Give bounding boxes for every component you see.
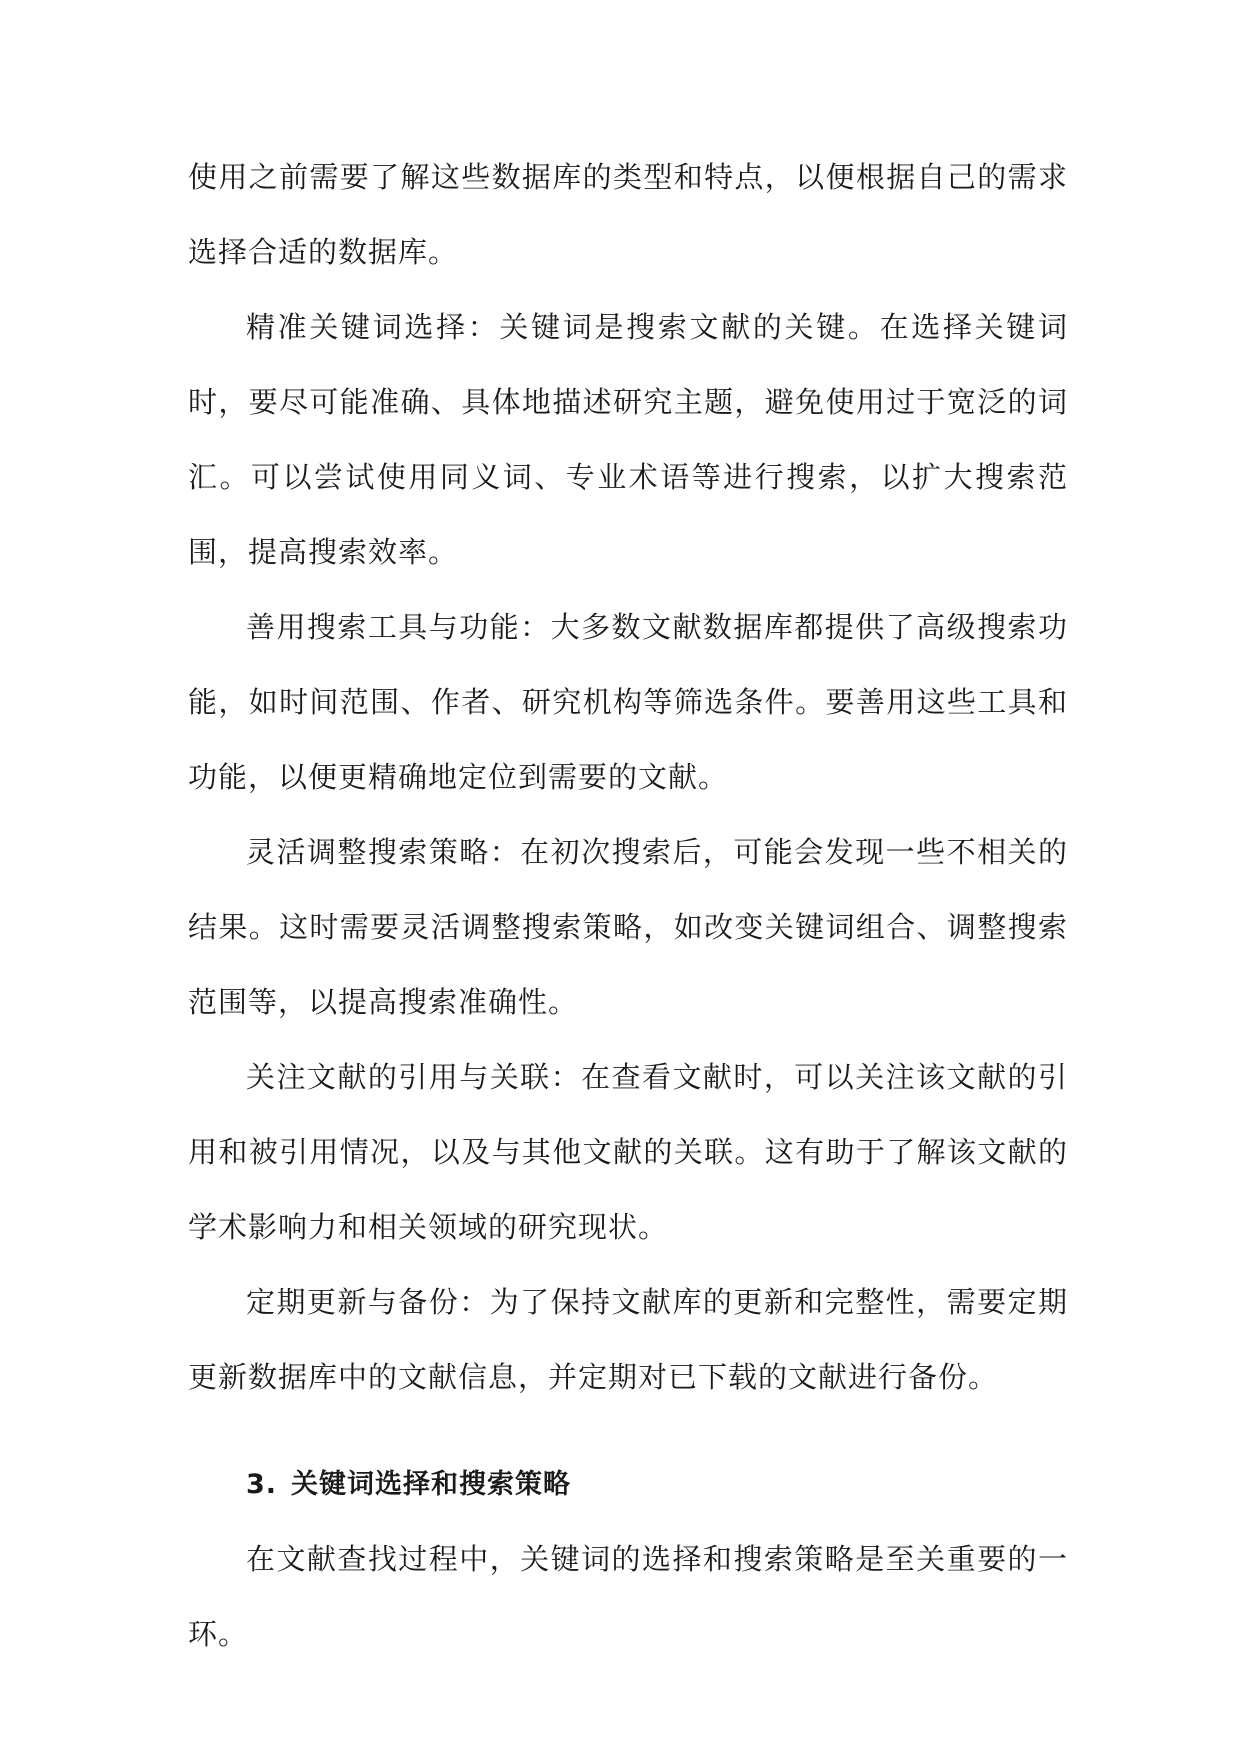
document-page [188, 140, 1068, 1672]
section-title: 关键词选择和搜索策略 [291, 1469, 572, 1500]
paragraph-adjust-strategy: 灵活调整搜索策略：在初次搜索后，可能会发现一些不相关的结果。这时需要灵活调整搜索策略，如改变关键词组合、调整搜索范围等，以提高搜索准确性。 [188, 835, 1068, 1019]
paragraph-search-tools: 善用搜索工具与功能：大多数文献数据库都提供了高级搜索功能，如时间范围、作者、研究机构等筛选条件。要善用这些工具和功能，以便更精确地定位到需要的文献。 [188, 610, 1068, 794]
paragraph-section-intro: 在文献查找过程中，关键词的选择和搜索策略是至关重要的一环。 [188, 1542, 1068, 1651]
paragraph-update-backup: 定期更新与备份：为了保持文献库的更新和完整性，需要定期更新数据库中的文献信息，并定期对已下载的文献进行备份。 [188, 1285, 1068, 1394]
paragraph-citations: 关注文献的引用与关联：在查看文献时，可以关注该文献的引用和被引用情况，以及与其他文献的关联。这有助于了解该文献的学术影响力和相关领域的研究现状。 [188, 1060, 1068, 1244]
section-number: 3. [246, 1469, 278, 1500]
paragraph-database-intro: 使用之前需要了解这些数据库的类型和特点，以便根据自己的需求选择合适的数据库。 [188, 160, 1068, 269]
paragraph-keyword-selection: 精准关键词选择：关键词是搜索文献的关键。在选择关键词时，要尽可能准确、具体地描述研究主题，避免使用过于宽泛的词汇。可以尝试使用同义词、专业术语等进行搜索，以扩大搜索范围，提高搜索效率。 [188, 310, 1068, 569]
section-heading [188, 1447, 1068, 1522]
